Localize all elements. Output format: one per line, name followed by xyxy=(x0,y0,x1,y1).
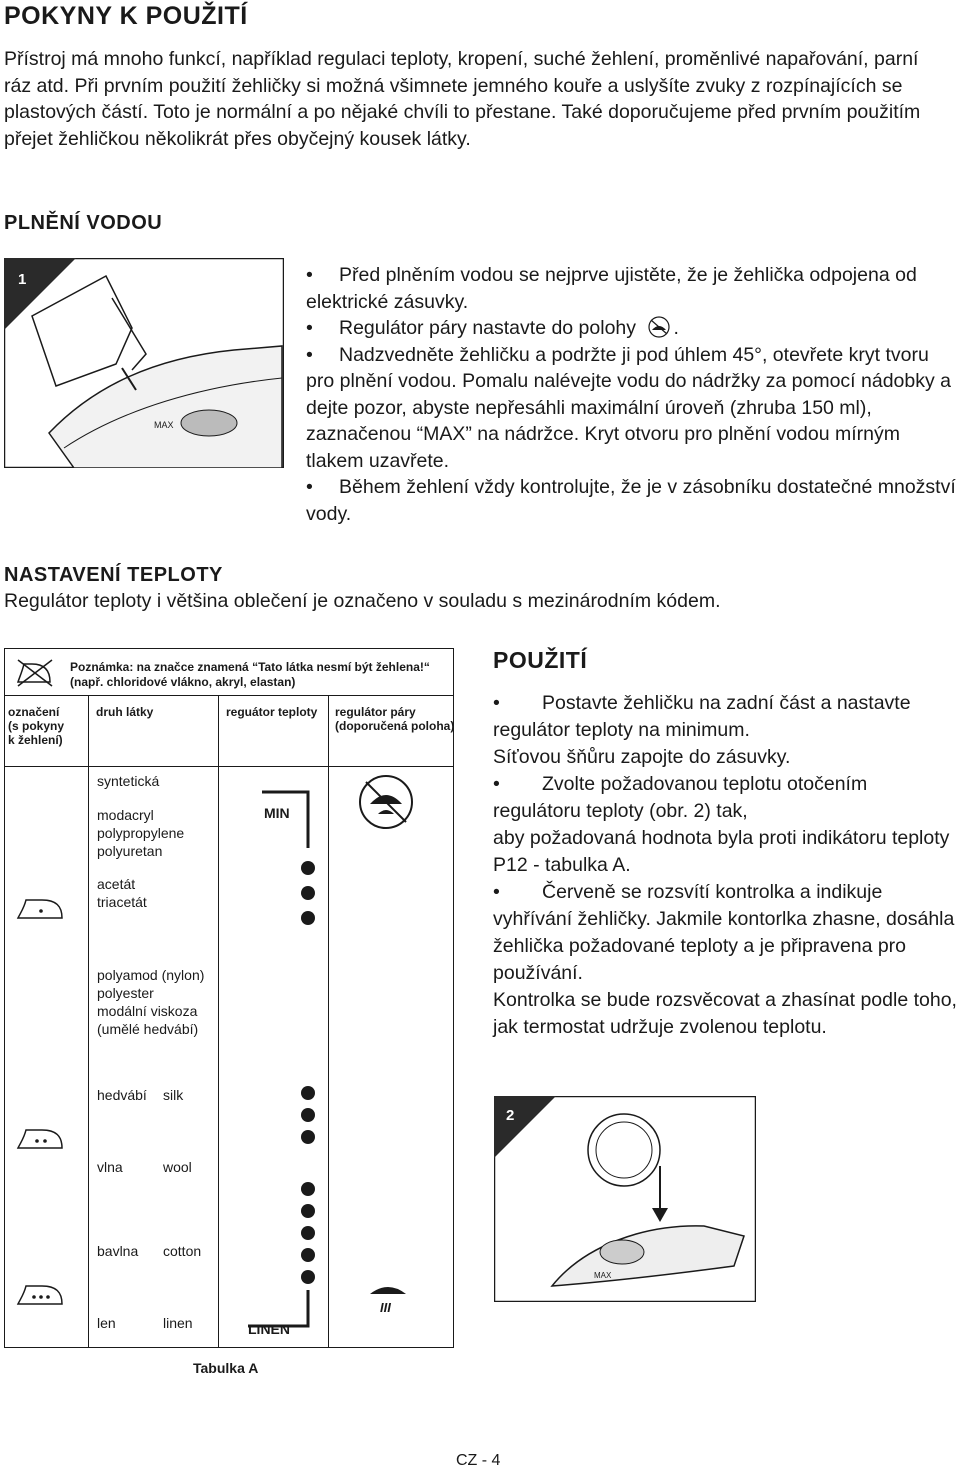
figure-2-max-mark: MAX xyxy=(594,1271,612,1280)
list-item: Kontrolka se bude rozsvěcovat a zhasínat podle toho, jak termostat udržuje zvolenou teplotu. xyxy=(493,989,957,1038)
fabric-group-4: polyamod (nylon) polyester modální viskoza (umělé hedvábí) xyxy=(97,967,205,1037)
col-header-fabric: druh látky xyxy=(96,705,154,719)
list-item: • Před plněním vodou se nejprve ujistěte, že je žehlička odpojena od elektrické zásuvky. xyxy=(306,264,917,313)
fabric-silk-en: silk xyxy=(163,1087,184,1103)
temperature-heading: NASTAVENÍ TEPLOTY xyxy=(4,564,223,586)
temp-dot xyxy=(301,1108,315,1122)
figure-1-iron-filling xyxy=(4,258,284,468)
list-item: • Zvolte požadovanou teplotu otočením regulátoru teploty (obr. 2) tak, xyxy=(493,773,868,822)
iron-three-dots-icon xyxy=(14,1280,66,1308)
col-header-marking: označení (s pokyny k žehlení) xyxy=(8,705,65,747)
col-header-temperature: reguátor teploty xyxy=(226,705,318,719)
temp-dot xyxy=(301,1182,315,1196)
bullet: • xyxy=(306,343,313,366)
list-item: Síťovou šňůru zapojte do zásuvky. xyxy=(493,746,791,768)
iron-two-dots-icon xyxy=(14,1124,66,1152)
steam-off-icon xyxy=(356,772,416,832)
min-label: MIN xyxy=(264,805,290,821)
filling-instructions xyxy=(306,262,956,527)
fabric-silk: hedvábí xyxy=(97,1087,147,1103)
no-ironing-icon xyxy=(14,656,56,688)
bullet: • xyxy=(306,476,313,498)
temp-dot xyxy=(301,911,315,925)
fabric-linen-en: linen xyxy=(163,1315,193,1331)
filling-heading: PLNĚNÍ VODOU xyxy=(4,212,163,234)
fabric-wool-en: wool xyxy=(163,1159,192,1175)
steam-max-mark: III xyxy=(380,1300,391,1315)
bullet: • xyxy=(306,317,313,339)
steam-off-icon xyxy=(645,316,673,338)
bullet: • xyxy=(306,264,313,286)
figure-1-number: 1 xyxy=(18,271,27,288)
table-caption: Tabulka A xyxy=(193,1360,259,1376)
list-item: • Postavte žehličku na zadní část a nastavte regulátor teploty na minimum. xyxy=(493,692,911,741)
col-header-steam: regulátor páry (doporučená poloha) xyxy=(335,705,455,733)
list-item: aby požadovaná hodnota byla proti indikátoru teploty P12 - tabulka A. xyxy=(493,827,950,876)
fabric-group-2: modacryl polypropylene polyuretan xyxy=(97,807,185,859)
list-item: • Během žehlení vždy kontrolujte, že je v zásobníku dostatečné množství vody. xyxy=(306,476,956,525)
fabric-linen: len xyxy=(97,1315,116,1331)
temperature-table xyxy=(4,648,454,1348)
fabric-cotton: bavlna xyxy=(97,1243,139,1259)
figure-1-max-mark: MAX xyxy=(154,420,174,430)
table-note-line1: Poznámka: na značce znamená “Tato látka nesmí být žehlena!“ xyxy=(70,660,430,674)
temp-dot xyxy=(301,1270,315,1284)
fabric-group-3: acetát triacetát xyxy=(97,876,147,910)
page-number: CZ - 4 xyxy=(456,1452,501,1469)
usage-heading: POUŽITÍ xyxy=(493,647,588,673)
list-item: • Nadzvedněte žehličku a podržte ji pod úhlem 45°, otevřete kryt tvoru pro plnění vodou. Pomalu nalévejte vodu do nádržky za pomocí nádobky a dejte pozor, abyste nepřesáhli maximální úroveň (zhruba 150 ml), zaznačenou “MAX” na nádržce. Kryt otvoru pro plnění vodou mírným tlakem uzavřete. xyxy=(306,343,951,472)
fabric-cotton-en: cotton xyxy=(163,1243,202,1259)
figure-2-number: 2 xyxy=(506,1107,515,1124)
temp-dot xyxy=(301,1204,315,1218)
page-title: POKYNY K POUŽITÍ xyxy=(4,2,248,30)
temp-dot xyxy=(301,886,315,900)
intro-paragraph: Přístroj má mnoho funkcí, například regulaci teploty, kropení, suché žehlení, proměnlivé napařování, parní ráz atd. Při prvním použití žehličky si možná všimnete jemného kouře a uslyšíte zvuky z rozpínajících se plastových částí. Toto je normální a po nějaké chvíli to přestane. Také doporučujeme před prvním použitím přejet žehličkou několikrát přes obyčejný kousek látky. xyxy=(4,48,921,150)
list-item: • Regulátor páry nastavte do polohy . xyxy=(306,315,956,342)
linen-label: LINEN xyxy=(248,1321,290,1337)
temp-dot xyxy=(301,1226,315,1240)
temp-dot xyxy=(301,861,315,875)
figure-2-temperature-dial xyxy=(494,1096,756,1302)
fabric-synthetic: syntetická xyxy=(97,773,160,789)
fabric-wool: vlna xyxy=(97,1159,123,1175)
list-item: • Červeně se rozsvítí kontrolka a indikuje vyhřívání žehličky. Jakmile kontorlka zhasne, dosáhla žehlička požadované teploty a je připravena pro používání. xyxy=(493,881,955,984)
temp-dot xyxy=(301,1086,315,1100)
steam-max-icon xyxy=(366,1278,410,1318)
temp-dot xyxy=(301,1248,315,1262)
temp-dot xyxy=(301,1130,315,1144)
temperature-text: Regulátor teploty i většina oblečení je označeno v souladu s mezinárodním kódem. xyxy=(4,590,721,612)
table-note-line2: (např. chloridové vlákno, akryl, elastan) xyxy=(70,675,296,689)
usage-instructions xyxy=(493,690,958,1041)
iron-one-dot-icon xyxy=(14,894,66,922)
